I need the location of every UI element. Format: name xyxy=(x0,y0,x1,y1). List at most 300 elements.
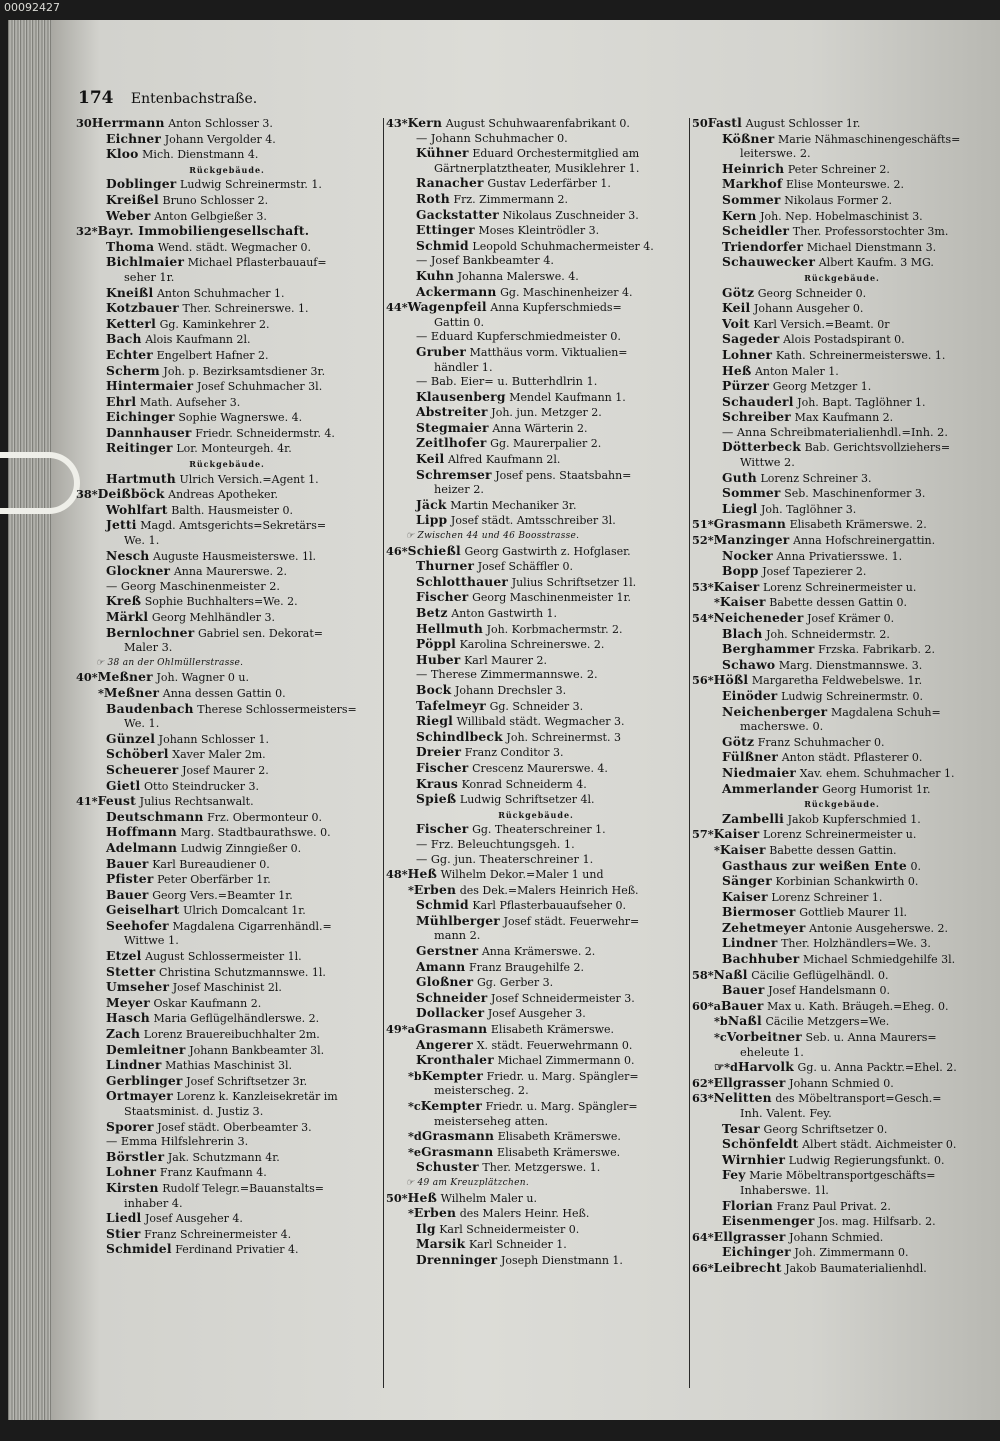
directory-entry xyxy=(76,487,378,503)
house-number: 62* xyxy=(692,1075,714,1090)
directory-entry xyxy=(692,812,992,828)
section-heading: Rückgebäude. xyxy=(804,799,880,810)
entry-details: Babette dessen Gattin 0. xyxy=(769,596,908,610)
directory-entry xyxy=(76,224,378,240)
surname: Meßner xyxy=(97,670,153,685)
directory-entry xyxy=(692,440,992,456)
surname: Gerblinger xyxy=(106,1073,183,1088)
directory-entry xyxy=(76,1181,378,1197)
entry-details: Joh. Bapt. Taglöhner 1. xyxy=(797,395,926,409)
directory-entry xyxy=(386,730,686,746)
surname: Naßl xyxy=(713,967,748,982)
house-number: 40* xyxy=(76,670,98,685)
directory-entry xyxy=(76,472,378,488)
directory-entry xyxy=(692,240,992,256)
entry-details: Ludwig Schriftsetzer 4l. xyxy=(459,793,595,807)
surname: Angerer xyxy=(416,1037,474,1052)
entry-continuation: We. 1. xyxy=(124,717,160,731)
surname: Gloßner xyxy=(416,975,474,990)
directory-entry xyxy=(76,702,378,718)
directory-entry xyxy=(386,792,686,808)
entry-details: Josef städt. Amtsschreiber 3l. xyxy=(450,514,616,528)
house-number: 50 xyxy=(692,116,708,130)
entry-dash-line: — Gg. jun. Theaterschreiner 1. xyxy=(416,852,594,866)
entry-details: Frz. Obermonteur 0. xyxy=(207,810,323,824)
entry-details: Josef Schneidermeister 3. xyxy=(491,991,635,1005)
entry-details: Marg. Dienstmannswe. 3. xyxy=(778,658,923,672)
entry-details: Anton städt. Pflasterer 0. xyxy=(781,751,923,765)
entry-details: Ludwig Schreinermstr. 1. xyxy=(180,178,322,192)
surname: Seehofer xyxy=(106,918,169,933)
page-number: 174 xyxy=(78,88,114,108)
entry-marker: *d xyxy=(408,1129,422,1144)
surname: Götz xyxy=(722,285,755,300)
entry-details: Franz Schreinermeister 4. xyxy=(144,1227,292,1241)
entry-continuation: Inhaberswe. 1l. xyxy=(740,1183,829,1197)
directory-entry xyxy=(386,192,686,208)
entry-details: des Dek.=Malers Heinrich Heß. xyxy=(459,883,639,897)
directory-entry xyxy=(386,1069,686,1085)
directory-entry xyxy=(692,1245,992,1261)
entry-details: Joh. Taglöhner 3. xyxy=(761,502,857,516)
surname: Bayr. Immobiliengesellschaft. xyxy=(97,224,310,239)
entry-details: Joh. Schneidermstr. 2. xyxy=(766,627,890,641)
entry-dash-line: — Josef Bankbeamter 4. xyxy=(416,254,554,268)
surname: Weber xyxy=(106,208,151,223)
house-number: 56* xyxy=(692,673,714,688)
directory-entry xyxy=(76,1027,378,1043)
directory-entry xyxy=(692,410,992,426)
directory-entry xyxy=(692,843,992,859)
surname: Lindner xyxy=(722,936,778,951)
directory-entry xyxy=(76,1165,378,1181)
surname: Sommer xyxy=(722,486,781,501)
directory-entry xyxy=(386,239,686,255)
section-heading: Rückgebäude. xyxy=(804,272,880,283)
directory-entry xyxy=(692,999,992,1015)
entry-details: 0. xyxy=(910,859,921,873)
entry-details: Anna Hofschreinergattin. xyxy=(793,534,936,548)
surname: Heß xyxy=(722,363,752,378)
surname: Ackermann xyxy=(416,284,497,299)
directory-entry xyxy=(76,686,378,702)
directory-entry xyxy=(692,317,992,333)
entry-details: Albert Kaufm. 3 MG. xyxy=(818,256,934,270)
entry-details: Joh. Nep. Hobelmaschinist 3. xyxy=(760,209,923,223)
surname: Triendorfer xyxy=(722,239,804,254)
entry-continuation: macherswe. 0. xyxy=(740,720,824,734)
surname: Baudenbach xyxy=(106,701,194,716)
surname: Naßl xyxy=(727,1014,762,1029)
surname: Echter xyxy=(106,347,153,362)
surname: Dollacker xyxy=(416,1006,485,1021)
entry-details: Ludwig Schreinermstr. 0. xyxy=(781,689,923,703)
entry-details: Anna Maurerswe. 2. xyxy=(173,565,287,579)
entry-details: Bruno Schlosser 2. xyxy=(162,193,269,207)
surname: Doblinger xyxy=(106,177,177,192)
surname: Kronthaler xyxy=(416,1053,494,1068)
directory-entry xyxy=(386,777,686,793)
street-note: ☞ Zwischen 44 und 46 Boosstrasse. xyxy=(406,531,580,542)
directory-entry xyxy=(386,975,686,991)
surname: Schneider xyxy=(416,990,488,1005)
entry-details: Gg. Kaminkehrer 2. xyxy=(159,317,270,331)
surname: Drenninger xyxy=(416,1252,498,1267)
surname: Manzinger xyxy=(713,533,790,548)
entry-details: Josef Schriftsetzer 3r. xyxy=(186,1074,308,1088)
surname: Schindlbeck xyxy=(416,729,503,744)
entry-details: Ther. Metzgerswe. 1. xyxy=(482,1161,601,1175)
surname: Stetter xyxy=(106,964,156,979)
house-number: 52* xyxy=(692,533,714,548)
directory-entry xyxy=(386,452,686,468)
directory-entry xyxy=(692,627,992,643)
surname: Marsik xyxy=(416,1237,466,1252)
directory-entry xyxy=(692,379,992,395)
entry-details: Ther. Schreinerswe. 1. xyxy=(182,302,309,316)
entry-continuation: Wittwe 2. xyxy=(740,456,795,470)
entry-details: Karl Schneider 1. xyxy=(468,1238,567,1252)
entry-continuation: Inh. Valent. Fey. xyxy=(740,1107,832,1120)
surname: Schuster xyxy=(416,1160,479,1175)
directory-entry xyxy=(76,132,378,148)
directory-entry xyxy=(76,441,378,457)
directory-entry xyxy=(692,533,992,549)
entry-marker: * xyxy=(408,882,414,897)
entry-dash-line: — Frz. Beleuchtungsgeh. 1. xyxy=(416,837,575,851)
entry-details: Johann Bankbeamter 3l. xyxy=(189,1043,325,1057)
entry-details: Josef Ausgeher 4. xyxy=(145,1212,243,1226)
surname: Gietl xyxy=(106,778,141,793)
surname: Lohner xyxy=(106,1165,157,1180)
directory-entry xyxy=(76,919,378,935)
entry-details: Bab. Gerichtsvollziehers= xyxy=(804,441,951,455)
surname: Ettinger xyxy=(416,223,475,238)
entry-continuation: leiterswe. 2. xyxy=(740,147,811,161)
surname: Scheidler xyxy=(722,224,790,239)
surname: Bauer xyxy=(722,983,765,998)
surname: Meyer xyxy=(106,995,150,1010)
directory-entry xyxy=(76,240,378,256)
entry-details: Sophie Buchhalters=We. 2. xyxy=(144,595,298,609)
directory-entry xyxy=(386,1099,686,1115)
entry-details: Nikolaus Zuschneider 3. xyxy=(502,208,639,222)
surname: Günzel xyxy=(106,731,156,746)
surname: Nelitten xyxy=(713,1091,772,1106)
directory-entry xyxy=(386,1191,686,1207)
directory-entry xyxy=(692,595,992,611)
entry-details: Elisabeth Krämerswe. xyxy=(497,1130,621,1144)
house-number: 54* xyxy=(692,611,714,625)
entry-details: Lorenz Schreinermeister u. xyxy=(763,580,917,594)
column-3 xyxy=(692,116,992,1400)
directory-entry xyxy=(386,637,686,653)
entry-details: Willibald städt. Wegmacher 3. xyxy=(456,715,625,729)
entry-details: Marie Nähmaschinengeschäfts= xyxy=(778,132,961,146)
entry-details: Joh. Schreinermst. 3 xyxy=(506,730,621,744)
entry-details: Marg. Stadtbaurathswe. 0. xyxy=(180,826,331,840)
surname: Ehrl xyxy=(106,394,137,409)
entry-dash-line: — Anna Schreibmaterialienhdl.=Inh. 2. xyxy=(722,425,948,439)
surname: Markhof xyxy=(722,177,783,192)
directory-entry xyxy=(76,332,378,348)
entry-dash-line: — Eduard Kupferschmiedmeister 0. xyxy=(416,330,622,344)
directory-entry xyxy=(76,348,378,364)
entry-details: Josef Schäffler 0. xyxy=(477,560,573,574)
entry-marker: *b xyxy=(408,1068,422,1083)
directory-entry xyxy=(386,714,686,730)
directory-entry xyxy=(76,980,378,996)
surname: Pöppl xyxy=(416,637,456,652)
entry-details: des Möbeltransport=Gesch.= xyxy=(775,1092,942,1106)
entry-dash-line: — Therese Zimmermannswe. 2. xyxy=(416,668,598,682)
entry-details: Peter Oberfärber 1r. xyxy=(157,873,271,887)
entry-details: Gg. Theaterschreiner 1. xyxy=(472,823,606,837)
entry-details: Gustav Lederfärber 1. xyxy=(487,177,611,191)
directory-entry xyxy=(386,421,686,437)
entry-continuation: Gattin 0. xyxy=(434,315,485,329)
surname: Fischer xyxy=(416,822,469,837)
entry-details: Anna Kupferschmieds= xyxy=(490,301,622,315)
surname: Bock xyxy=(416,682,452,697)
entry-details: Babette dessen Gattin. xyxy=(769,843,897,857)
surname: Hintermaier xyxy=(106,379,194,394)
surname: Einöder xyxy=(722,688,778,703)
directory-entry xyxy=(386,683,686,699)
surname: Herrmann xyxy=(91,116,165,130)
directory-entry xyxy=(692,766,992,782)
surname: Gruber xyxy=(416,344,467,359)
surname: Kraus xyxy=(416,776,458,791)
directory-entry xyxy=(386,590,686,606)
directory-entry xyxy=(386,745,686,761)
surname: Grasmann xyxy=(414,1022,488,1037)
entry-continuation: Staatsminist. d. Justiz 3. xyxy=(124,1105,264,1118)
entry-continuation: We. 1. xyxy=(124,534,160,548)
entry-details: Korbinian Schankwirth 0. xyxy=(775,875,919,889)
surname: Erben xyxy=(413,882,457,897)
surname: Keil xyxy=(722,301,751,316)
surname: Kirsten xyxy=(106,1180,159,1195)
entry-details: Michael Dienstmann 3. xyxy=(806,240,937,254)
surname: Deißböck xyxy=(97,487,165,502)
surname: Wagenpfeil xyxy=(407,300,487,315)
entry-dash-line: — Bab. Eier= u. Butterhdlrin 1. xyxy=(416,375,598,389)
entry-details: Ulrich Versich.=Agent 1. xyxy=(179,472,319,486)
surname: Schawo xyxy=(722,657,776,672)
entry-details: Mathias Maschinist 3l. xyxy=(165,1059,293,1073)
entry-details: Georg Gastwirth z. Hofglaser. xyxy=(464,544,631,558)
surname: Zeitlhofer xyxy=(416,436,487,451)
street-title: Entenbachstraße. xyxy=(130,91,258,107)
entry-details: Joh. Wagner 0 u. xyxy=(156,671,249,685)
entry-details: X. städt. Feuerwehrmann 0. xyxy=(476,1038,633,1052)
entry-details: Gg. u. Anna Packtr.=Ehel. 2. xyxy=(797,1061,957,1075)
entry-details: Anna Wärterin 2. xyxy=(492,421,588,435)
surname: Bach xyxy=(106,332,142,347)
surname: Schießl xyxy=(407,543,461,558)
entry-details: Albert städt. Aichmeister 0. xyxy=(802,1138,957,1152)
column-2 xyxy=(386,116,686,1400)
entry-details: Lorenz k. Kanzleisekretär im xyxy=(176,1090,338,1104)
surname: Schremser xyxy=(416,467,492,482)
surname: Feust xyxy=(97,794,137,809)
entry-continuation: händler 1. xyxy=(434,360,493,374)
entry-details: Maria Geflügelhändlerswe. 2. xyxy=(153,1012,320,1026)
entry-details: Josef pens. Staatsbahn= xyxy=(495,468,632,482)
entry-details: Joh. jun. Metzger 2. xyxy=(491,406,602,420)
surname: Schmid xyxy=(416,238,469,253)
surname: Harvolk xyxy=(737,1060,794,1075)
entry-dash-line: — Georg Maschinenmeister 2. xyxy=(106,579,280,593)
house-number: 64* xyxy=(692,1229,714,1244)
surname: Bauer xyxy=(106,856,149,871)
directory-entry xyxy=(692,611,992,627)
directory-entry xyxy=(692,1030,992,1046)
surname: Heinrich xyxy=(722,161,785,176)
entry-details: Moses Kleintrödler 3. xyxy=(478,224,600,238)
entry-details: Elisabeth Krämerswe. xyxy=(490,1023,615,1037)
entry-details: des Malers Heinr. Heß. xyxy=(459,1207,590,1221)
entry-details: Josef städt. Oberbeamter 3. xyxy=(157,1120,312,1134)
directory-entry xyxy=(76,518,378,534)
surname: Kaiser xyxy=(722,889,768,904)
entry-details: Anton Schuhmacher 1. xyxy=(156,286,285,300)
entry-details: Peter Schreiner 2. xyxy=(787,162,890,176)
entry-details: Magdalena Cigarrenhändl.= xyxy=(172,919,332,933)
entry-details: Friedr. Schneidermstr. 4. xyxy=(195,426,335,440)
directory-entry xyxy=(76,949,378,965)
directory-entry xyxy=(76,903,378,919)
entry-details: Gottlieb Maurer 1l. xyxy=(799,906,907,920)
house-number: 38* xyxy=(76,487,98,502)
directory-entry xyxy=(692,364,992,380)
entry-continuation: meisterseheg atten. xyxy=(434,1114,549,1128)
surname: Schreiber xyxy=(722,410,791,425)
entry-details: Ther. Holzhändlers=We. 3. xyxy=(781,937,931,951)
entry-details: Anton Maler 1. xyxy=(754,364,839,378)
section-heading: Rückgebäude. xyxy=(498,809,574,820)
entry-details: Xaver Maler 2m. xyxy=(172,748,266,762)
surname: Zambelli xyxy=(722,811,784,826)
directory-entry xyxy=(692,859,992,875)
directory-entry xyxy=(386,1145,686,1161)
directory-entry xyxy=(386,223,686,239)
directory-entry xyxy=(386,1237,686,1253)
directory-entry xyxy=(76,996,378,1012)
surname: Kern xyxy=(407,116,443,130)
surname: Ketterl xyxy=(106,316,156,331)
entry-marker: * xyxy=(714,595,720,610)
surname: Leibrecht xyxy=(713,1260,782,1275)
entry-details: Lor. Monteurgeh. 4r. xyxy=(176,442,292,456)
entry-details: Josef städt. Feuerwehr= xyxy=(503,914,640,928)
entry-details: Josef Schuhmacher 3l. xyxy=(196,380,323,394)
column-1 xyxy=(76,116,378,1400)
directory-entry xyxy=(692,255,992,271)
surname: Ranacher xyxy=(416,176,484,191)
house-number: 49*a xyxy=(386,1022,415,1037)
surname: Dreier xyxy=(416,745,462,760)
surname: Schönfeldt xyxy=(722,1137,799,1152)
entry-continuation: inhaber 4. xyxy=(124,1196,183,1210)
entry-details: Mich. Dienstmann 4. xyxy=(142,148,259,162)
entry-details: Alois Postadspirant 0. xyxy=(783,333,905,347)
surname: Nesch xyxy=(106,548,150,563)
entry-details: Karl Bureaudiener 0. xyxy=(152,857,270,871)
directory-entry xyxy=(386,405,686,421)
entry-details: Johann Ausgeher 0. xyxy=(753,302,864,316)
surname: Schlotthauer xyxy=(416,574,509,589)
entry-details: Gg. Schneider 3. xyxy=(489,699,584,713)
directory-entry xyxy=(692,193,992,209)
entry-details: Julius Rechtsanwalt. xyxy=(139,795,254,809)
surname: Sommer xyxy=(722,192,781,207)
surname: Stegmaier xyxy=(416,420,489,435)
entry-details: Frz. Zimmermann 2. xyxy=(453,192,569,206)
column-rule xyxy=(689,118,690,1388)
entry-details: Ther. Professorstochter 3m. xyxy=(792,225,949,239)
entry-details: Karl Pflasterbauaufseher 0. xyxy=(472,899,626,913)
surname: Adelmann xyxy=(106,840,178,855)
surname: Liegl xyxy=(722,501,758,516)
directory-entry xyxy=(76,1058,378,1074)
directory-entry xyxy=(692,286,992,302)
entry-continuation: eheleute 1. xyxy=(740,1045,804,1059)
surname: Sageder xyxy=(722,332,780,347)
entry-details: Johann Schmied. xyxy=(789,1230,884,1244)
surname: Keil xyxy=(416,452,445,467)
surname: Bachhuber xyxy=(722,952,800,967)
directory-entry xyxy=(386,822,686,838)
entry-details: Anton Gastwirth 1. xyxy=(451,607,558,620)
surname: Nocker xyxy=(722,548,773,563)
directory-entry xyxy=(692,301,992,317)
surname: Eichinger xyxy=(106,410,175,425)
surname: Hellmuth xyxy=(416,621,483,636)
entry-details: August Schuhwaarenfabrikant 0. xyxy=(445,117,630,130)
house-number: 50* xyxy=(386,1190,408,1205)
surname: Kreß xyxy=(106,594,142,609)
entry-details: Franz Schuhmacher 0. xyxy=(757,735,885,749)
entry-details: Friedr. u. Marg. Spängler= xyxy=(486,1069,639,1083)
directory-entry xyxy=(76,1089,378,1105)
surname: Scheuerer xyxy=(106,762,179,777)
entry-details: Karolina Schreinerswe. 2. xyxy=(459,638,605,652)
surname: Abstreiter xyxy=(416,405,488,420)
surname: Ortmayer xyxy=(106,1089,173,1104)
entry-details: Antonie Ausgeherswe. 2. xyxy=(809,921,948,935)
directory-entry xyxy=(76,193,378,209)
surname: Eisenmenger xyxy=(722,1214,815,1229)
surname: Bernlochner xyxy=(106,625,195,640)
entry-details: Michael Schmiedgehilfe 3l. xyxy=(802,953,956,967)
entry-details: Karl Versich.=Beamt. 0r xyxy=(753,317,890,331)
entry-details: Joseph Dienstmann 1. xyxy=(500,1253,623,1267)
directory-entry xyxy=(692,564,992,580)
entry-marker: * xyxy=(714,842,720,857)
directory-entry xyxy=(76,747,378,763)
entry-details: Seb. u. Anna Maurers= xyxy=(805,1031,937,1045)
surname: Liedl xyxy=(106,1211,142,1226)
directory-entry xyxy=(386,468,686,484)
surname: Roth xyxy=(416,191,450,206)
directory-entry xyxy=(386,146,686,162)
directory-entry xyxy=(76,1150,378,1166)
directory-entry xyxy=(386,176,686,192)
surname: Geiselhart xyxy=(106,903,180,918)
directory-entry xyxy=(76,872,378,888)
